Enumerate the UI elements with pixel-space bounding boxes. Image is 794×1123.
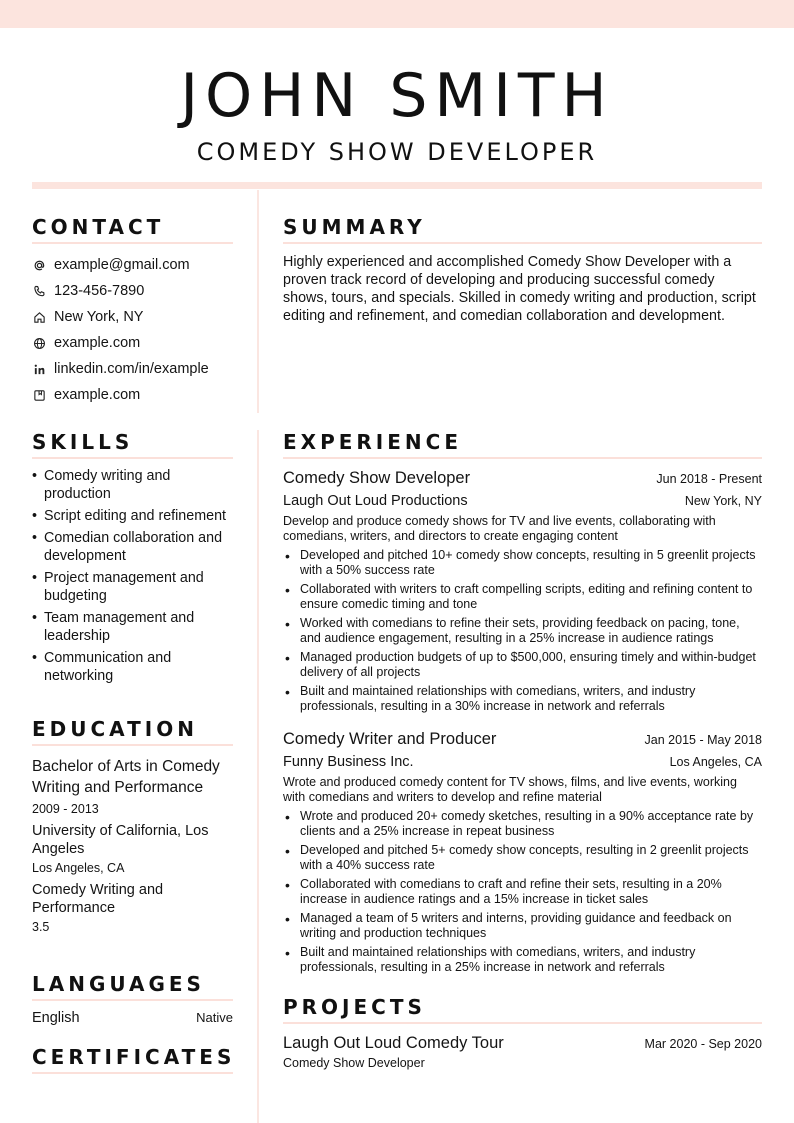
linkedin-icon xyxy=(32,362,46,376)
job-entry xyxy=(283,728,762,975)
contact-email[interactable] xyxy=(32,252,233,278)
skill-item: • Communication and networking xyxy=(32,649,233,685)
education-field: Comedy Writing and Performance xyxy=(32,882,164,916)
summary-text: Highly experienced and accomplished Comedy Show Developer with a proven track record of developing and producing successful comedy shows, tours, and specials. Skilled in comedy writing and production, script editing and refinement, and comedian collaboration and development. xyxy=(283,254,756,324)
column-divider-bottom xyxy=(257,430,259,1123)
languages-section xyxy=(32,971,233,1026)
education-location: Los Angeles, CA xyxy=(32,861,125,875)
globe-icon xyxy=(32,336,46,350)
top-accent-bar xyxy=(0,0,794,28)
skill-item: • Script editing and refinement xyxy=(32,507,233,525)
education-institution: University of California, Los Angeles xyxy=(32,823,209,857)
summary-section xyxy=(283,214,762,325)
home-icon xyxy=(32,310,46,324)
job-bullet: • Managed a team of 5 writers and interns, providing guidance and feedback on writing and production techniques xyxy=(283,911,762,941)
education-section xyxy=(32,716,233,936)
candidate-name: JOHN SMITH xyxy=(180,61,614,131)
projects-section xyxy=(283,994,762,1071)
job-description: Wrote and produced comedy content for TV shows, films, and live events, working with comedians and writers to develop and refine material xyxy=(283,775,737,804)
project-entry xyxy=(283,1032,762,1071)
language-name: English xyxy=(32,1010,80,1026)
contact-linkedin-text: linkedin.com/in/example xyxy=(54,361,209,377)
project-title: Laugh Out Loud Comedy Tour xyxy=(283,1034,504,1052)
job-bullet: • Developed and pitched 5+ comedy show concepts, resulting in 2 greenlit projects with a 40% success rate xyxy=(283,843,762,873)
language-row xyxy=(32,1010,233,1026)
education-degree: Bachelor of Arts in Comedy Writing and Performance xyxy=(32,758,220,796)
certificates-heading: CERTIFICATES xyxy=(32,1044,233,1074)
job-bullet: • Developed and pitched 10+ comedy show concepts, resulting in 5 greenlit projects with a 50% success rate xyxy=(283,548,762,578)
skills-section xyxy=(32,429,233,689)
experience-section xyxy=(283,429,762,979)
summary-heading: SUMMARY xyxy=(283,214,762,244)
contact-portfolio[interactable] xyxy=(32,382,233,408)
contact-portfolio-text: example.com xyxy=(54,387,141,403)
contact-section xyxy=(32,214,233,408)
job-bullet: • Wrote and produced 20+ comedy sketches, resulting in a 90% acceptance rate by clients and a 25% increase in repeat business xyxy=(283,809,762,839)
contact-website[interactable] xyxy=(32,330,233,356)
certificates-section xyxy=(32,1044,236,1074)
contact-phone[interactable] xyxy=(32,278,233,304)
skill-item: • Comedy writing and production xyxy=(32,467,233,503)
job-dates: Jun 2018 - Present xyxy=(656,472,762,486)
job-location: Los Angeles, CA xyxy=(669,755,762,769)
phone-icon xyxy=(32,284,46,298)
contact-phone-text: 123-456-7890 xyxy=(54,283,145,299)
project-role: Comedy Show Developer xyxy=(283,1056,425,1070)
at-icon xyxy=(32,258,46,272)
education-heading: EDUCATION xyxy=(32,716,233,746)
portfolio-icon xyxy=(32,388,46,402)
job-description: Develop and produce comedy shows for TV and live events, collaborating with comedians, writers, and directors to create engaging content xyxy=(283,514,716,543)
contact-email-text: example@gmail.com xyxy=(54,257,190,273)
language-level: Native xyxy=(196,1010,233,1025)
contact-location-text: New York, NY xyxy=(54,309,144,325)
education-dates: 2009 - 2013 xyxy=(32,802,99,816)
job-bullet: • Built and maintained relationships with comedians, writers, and industry professionals, resulting in a 30% increase in network and referrals xyxy=(283,684,762,714)
header-divider xyxy=(32,182,762,189)
skills-heading: SKILLS xyxy=(32,429,233,459)
job-bullet: • Collaborated with writers to craft compelling scripts, editing and refining content to ensure comedic timing and tone xyxy=(283,582,762,612)
skill-item: • Comedian collaboration and development xyxy=(32,529,233,565)
contact-linkedin[interactable] xyxy=(32,356,233,382)
job-location: New York, NY xyxy=(684,494,762,508)
job-title: Comedy Writer and Producer xyxy=(283,730,497,748)
job-dates: Jan 2015 - May 2018 xyxy=(644,733,762,747)
job-entry xyxy=(283,467,762,714)
experience-heading: EXPERIENCE xyxy=(283,429,762,459)
job-bullet: • Built and maintained relationships with comedians, writers, and industry professionals, resulting in a 25% increase in network and referrals xyxy=(283,945,762,975)
job-company: Funny Business Inc. xyxy=(283,754,414,770)
contact-heading: CONTACT xyxy=(32,214,233,244)
job-bullet: • Managed production budgets of up to $500,000, ensuring timely and within-budget delivery of all projects xyxy=(283,650,762,680)
project-dates: Mar 2020 - Sep 2020 xyxy=(644,1037,762,1051)
column-divider-top xyxy=(257,190,259,413)
job-bullet: • Worked with comedians to refine their sets, providing feedback on pacing, tone, and audience engagement, resulting in a 25% increase in audience ratings xyxy=(283,616,762,646)
skill-item: • Project management and budgeting xyxy=(32,569,233,605)
job-title: Comedy Show Developer xyxy=(283,469,471,487)
job-company: Laugh Out Loud Productions xyxy=(283,493,468,509)
contact-website-text: example.com xyxy=(54,335,141,351)
projects-heading: PROJECTS xyxy=(283,994,762,1024)
job-bullet: • Collaborated with comedians to craft and refine their sets, resulting in a 20% increase in audience ratings and a 15% increase in ticket sales xyxy=(283,877,762,907)
candidate-role: COMEDY SHOW DEVELOPER xyxy=(196,138,598,166)
languages-heading: LANGUAGES xyxy=(32,971,233,1001)
contact-location xyxy=(32,304,233,330)
education-gpa: 3.5 xyxy=(32,920,50,934)
skill-item: • Team management and leadership xyxy=(32,609,233,645)
